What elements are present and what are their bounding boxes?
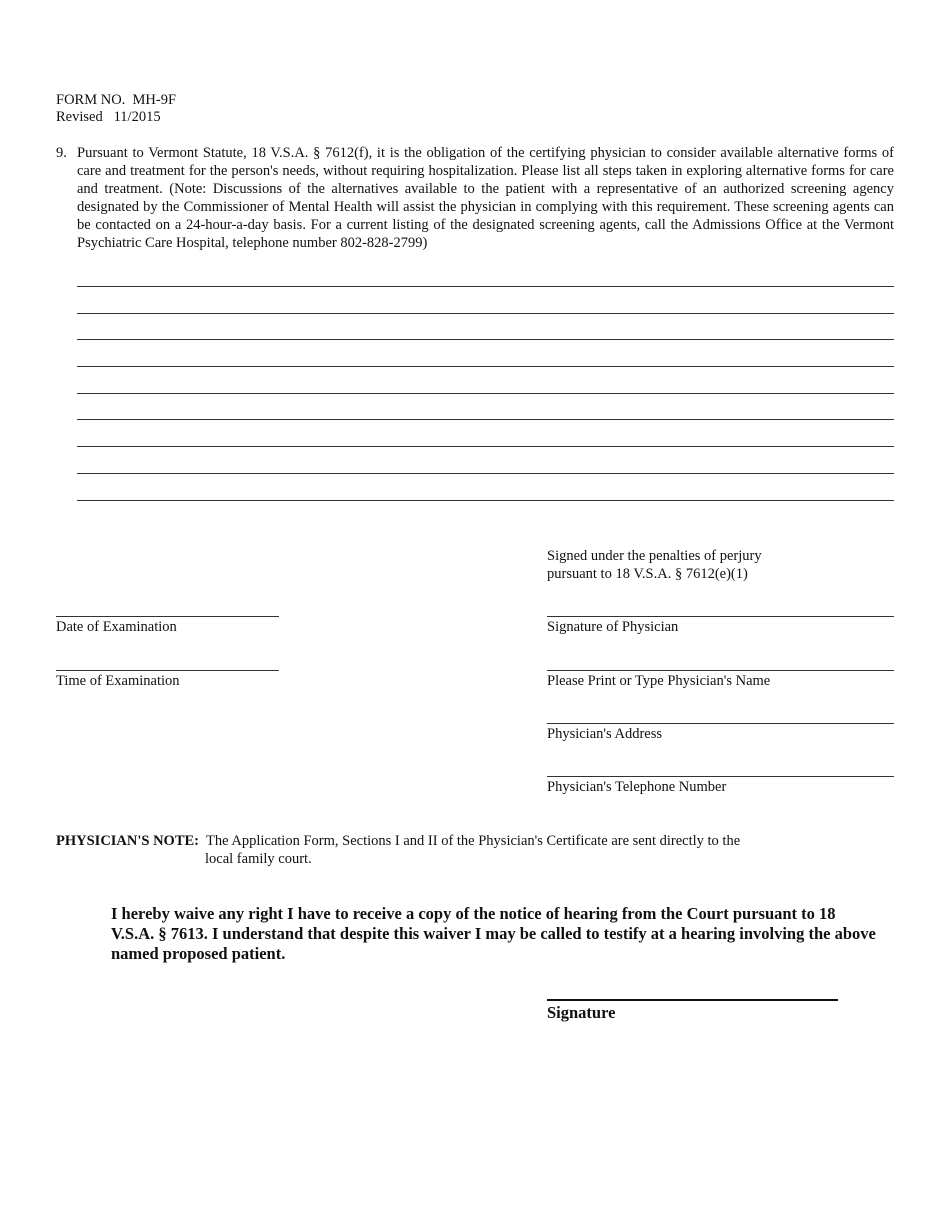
physician-signature-field[interactable] [547,616,894,617]
waiver-signature-label: Signature [547,1003,616,1022]
date-of-examination-field[interactable] [56,616,279,617]
item-9-number: 9. [56,145,67,161]
answer-line[interactable] [77,366,894,367]
date-of-examination-label: Date of Examination [56,619,177,635]
item-9-text: Pursuant to Vermont Statute, 18 V.S.A. § 7612(f), it is the obligation of the certifying physician to consider available alternative forms of care and treatment for the person's needs, without requiring hospitalization. Please list all steps taken in exploring alternative forms for care and treatment. (Note: Discussions of the alternatives available to the patient with a representative of an authorized screening agency designated by the Commissioner of Mental Health will assist the physician in complying with this requirement. These screening agents can be contacted on a 24-hour-a-day basis. For a current listing of the designated screening agents, call the Admissions Office at the Vermont Psychiatric Care Hospital, telephone number 802-828-2799) [77,145,894,251]
form-header [56,92,176,126]
physician-address-label: Physician's Address [547,726,662,742]
answer-line[interactable] [77,419,894,420]
answer-line[interactable] [77,393,894,394]
physician-name-field[interactable] [547,670,894,671]
physician-phone-field[interactable] [547,776,894,777]
perjury-line-1: Signed under the penalties of perjury [547,548,762,564]
waiver-signature-field[interactable] [547,999,838,1001]
time-of-examination-label: Time of Examination [56,673,180,689]
form-number: FORM NO. MH-9F [56,92,177,108]
perjury-line-2: pursuant to 18 V.S.A. § 7612(e)(1) [547,566,748,582]
answer-line[interactable] [77,286,894,287]
physicians-note [56,832,816,868]
waiver-statement: I hereby waive any right I have to receive a copy of the notice of hearing from the Court pursuant to 18 V.S.A. § 7613. I understand that despite this waiver I may be called to testify at a hearing involving the above named proposed patient. [111,904,876,963]
physician-address-field[interactable] [547,723,894,724]
physician-signature-label: Signature of Physician [547,619,679,635]
perjury-statement [547,547,762,583]
form-revision: Revised 11/2015 [56,109,161,125]
item-9 [56,145,894,252]
physician-name-label: Please Print or Type Physician's Name [547,673,771,689]
note-text-1: The Application Form, Sections I and II of the Physician's Certificate are sent directly to the [206,833,741,849]
answer-line[interactable] [77,446,894,447]
note-text-2: local family court. [205,851,312,867]
answer-line[interactable] [77,313,894,314]
answer-line[interactable] [77,473,894,474]
note-label: PHYSICIAN'S NOTE: [56,833,200,849]
physician-phone-label: Physician's Telephone Number [547,779,727,795]
answer-line[interactable] [77,339,894,340]
time-of-examination-field[interactable] [56,670,279,671]
answer-line[interactable] [77,500,894,501]
